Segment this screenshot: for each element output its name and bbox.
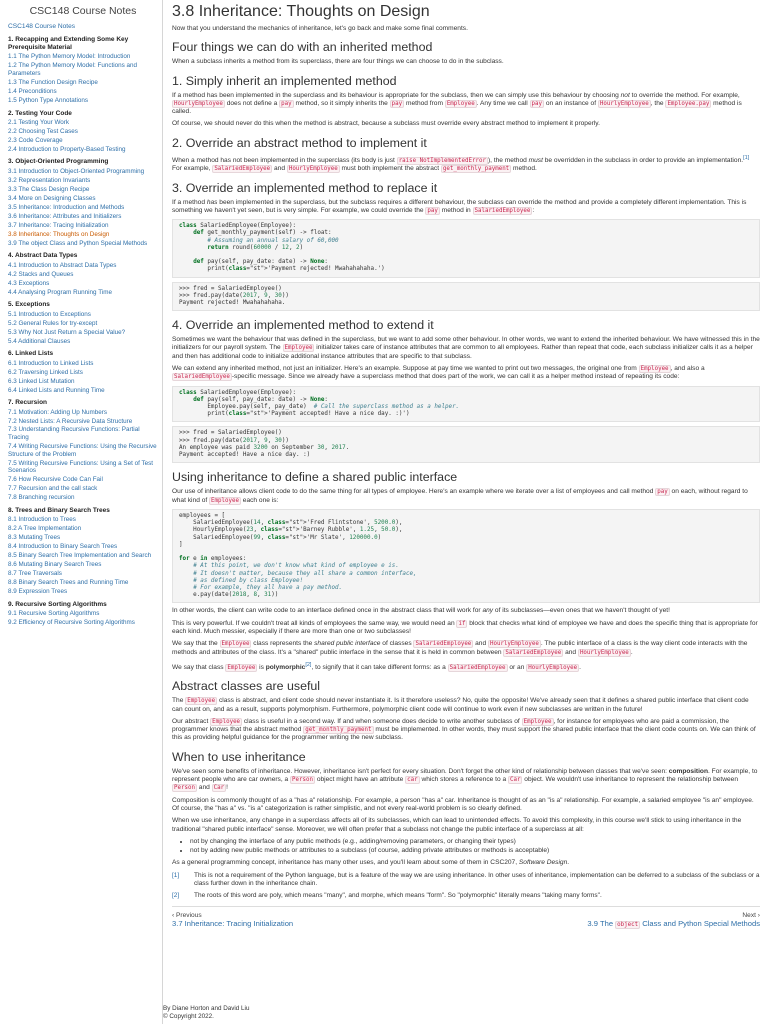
sidebar-item[interactable]: 1.1 The Python Memory Model: Introduction (8, 53, 131, 61)
footnote-ref-2[interactable]: [2] (305, 661, 312, 668)
paragraph-when-4: As a general programming concept, inheritance has many other uses, and you'll learn about some of them in CSC207, Software Design. (172, 859, 570, 867)
sidebar-item[interactable]: 5.2 General Rules for try-except (8, 319, 98, 327)
sidebar-item[interactable]: 6.4 Linked Lists and Running Time (8, 386, 105, 394)
sidebar-item[interactable]: 4.1 Introduction to Abstract Data Types (8, 261, 117, 269)
sidebar-item[interactable]: 3.2 Representation Invariants (8, 176, 91, 184)
sidebar-item[interactable]: 9.2 Efficiency of Recursive Sorting Algorithms (8, 619, 135, 627)
sidebar-item[interactable]: 9.1 Recursive Sorting Algorithms (8, 610, 100, 618)
paragraph-shared-4: We say that the Employee class represents the shared public interface of classes SalariedEmployee and HourlyEmployee . The public interface of a class is the way client code interacts with the methods and attributes of the class. It's a "shared" public interface in the sense that it is held in common between SalariedEmployee and HourlyEmployee . (172, 640, 748, 656)
sidebar-item[interactable]: 3.3 The Class Design Recipe (8, 185, 90, 193)
sidebar-item[interactable]: 6.2 Traversing Linked Lists (8, 368, 83, 376)
sidebar-section-title[interactable]: 3. Object-Oriented Programming (8, 158, 109, 166)
sidebar-section-title[interactable]: 8. Trees and Binary Search Trees (8, 506, 110, 514)
sidebar-item[interactable]: 4.3 Exceptions (8, 279, 50, 287)
paragraph-abstract-2: Our abstract Employee class is useful in a second way. If and when someone does decide to write another subclass of Employee , for instance for employees who are paid a commission, the programmer knows that the abstract method get_monthly_payment must be implemented. In other words, they must support the shared public interface that the client code counts on. We can think of this as providing helpful guidance for the programmer writing the new subclass. (172, 717, 756, 742)
code-block-extend-pay[interactable]: class SalariedEmployee(Employee): def pay(self, pay_date: date) -> None: Employee.pay(self, pay_date) # Call the superclass method as a helper. print(class="st">'Payment accepted! Have a nice day. :)') (172, 386, 760, 423)
sidebar-item[interactable]: 1.3 The Function Design Recipe (8, 78, 98, 86)
paragraph-inherit-note: Of course, we should never do this when the method is abstract, because a subclass must override every abstract method to implement it properly. (172, 120, 600, 128)
chevron-right-icon: › (755, 911, 760, 919)
page-navigation (172, 906, 760, 928)
list-item: • not by adding new public methods or attributes to a subclass (of course, adding private attributes or methods is acceptable) (190, 847, 760, 855)
sidebar (0, 0, 163, 1024)
sidebar-section-title[interactable]: 6. Linked Lists (8, 350, 54, 358)
sidebar-section-title[interactable]: 4. Abstract Data Types (8, 252, 78, 260)
sidebar-item[interactable]: 3.4 More on Designing Classes (8, 194, 96, 202)
code-block-extend-demo[interactable]: >>> fred = SalariedEmployee() >>> fred.pay(date(2017, 9, 30)) An employee was paid 3200 on September 30, 2017. Payment accepted! Have a nice day. :) (172, 426, 760, 463)
sidebar-item[interactable]: 3.1 Introduction to Object-Oriented Programming (8, 167, 145, 175)
heading-override-abstract: 2. Override an abstract method to implement it (172, 135, 427, 150)
page-footer (163, 1005, 249, 1020)
sidebar-item[interactable]: 7.7 Recursion and the call stack (8, 485, 98, 493)
sidebar-item[interactable]: 8.4 Introduction to Binary Search Trees (8, 543, 118, 551)
sidebar-item[interactable]: 7.2 Nested Lists: A Recursive Data Structure (8, 417, 133, 425)
sidebar-item[interactable]: 3.6 Inheritance: Attributes and Initializers (8, 212, 122, 220)
footnote-ref-1[interactable]: [1] (743, 154, 750, 161)
heading-override-replace: 3. Override an implemented method to replace it (172, 180, 438, 195)
sidebar-item[interactable]: 7.8 Branching recursion (8, 494, 75, 502)
sidebar-section-title[interactable]: 7. Recursion (8, 399, 48, 407)
sidebar-item[interactable]: 1.2 The Python Memory Model: Functions and Parameters (8, 62, 138, 77)
sidebar-item[interactable]: 4.4 Analysing Program Running Time (8, 288, 112, 296)
sidebar-sections (8, 36, 158, 627)
sidebar-item[interactable]: 8.3 Mutating Trees (8, 534, 61, 542)
heading-four-things: Four things we can do with an inherited method (172, 40, 433, 55)
paragraph-shared-3: This is very powerful. If we couldn't treat all kinds of employees the same way, we would need an if block that checks what kind of employee we have and does the specific thing that is appropriate for each kind. Much messier, especially if there are more than one or two subclasses! (172, 619, 758, 635)
sidebar-item[interactable]: 2.2 Choosing Test Cases (8, 127, 78, 135)
bullet-list (190, 838, 760, 856)
sidebar-item[interactable]: 1.5 Python Type Annotations (8, 96, 89, 104)
heading-when-inheritance: When to use inheritance (172, 749, 306, 764)
footnote-2 (172, 892, 760, 900)
paragraph-when-2: Composition is commonly thought of as a "has a" relationship. For example, a person "has a" car. Inheritance is thought of as an "is a" relationship. For example, a salaried employee "is an" employee. Of course, the "has a" vs. "is a" categorization is rather simplistic, and not every real-world problem is so clearly defined. (172, 796, 754, 812)
sidebar-item[interactable]: 5.1 Introduction to Exceptions (8, 310, 91, 318)
sidebar-item[interactable]: 7.5 Writing Recursive Functions: Using a Set of Test Scenarios (8, 459, 154, 475)
sidebar-item[interactable]: 2.1 Testing Your Work (8, 118, 70, 126)
heading-abstract-classes: Abstract classes are useful (172, 679, 321, 694)
footnote-1 (172, 872, 760, 888)
chevron-left-icon: ‹ (172, 911, 177, 919)
footnote-label[interactable]: [1] (172, 871, 180, 879)
sidebar-item[interactable]: 5.3 Why Not Just Return a Special Value? (8, 328, 126, 336)
paragraph-override-abstract: When a method has not been implemented in the superclass (its body is just raise NotImplementedError ), the method must be overridden in the subclass in order to provide an implementation.[1] For example, SalariedEmployee and HourlyEmployee must both implement the abstract get_monthly_payment method. (172, 154, 750, 173)
code-block-override-pay[interactable]: class SalariedEmployee(Employee): def get_monthly_payment(self) -> float: # Assuming an annual salary of 60,000 return round(60000 / 12, 2) def pay(self, pay_date: date) -> None: print(class="st">'Payment rejected! Mwahahahaha.') (172, 219, 760, 277)
footnote-label[interactable]: [2] (172, 891, 180, 899)
sidebar-item[interactable]: 6.3 Linked List Mutation (8, 377, 75, 385)
footnote-text: This is not a requirement of the Python language, but is a feature of the way we are using inheritance. In other uses of inheritance, implementation can be deferred to a subclass of the subclass or a class further down in the inheritance chain. (194, 871, 760, 887)
sidebar-item[interactable]: 7.1 Motivation: Adding Up Numbers (8, 408, 108, 416)
main-content (172, 0, 760, 1024)
sidebar-item[interactable]: 7.4 Writing Recursive Functions: Using the Recursive Structure of the Problem (8, 443, 157, 458)
sidebar-item[interactable]: 2.3 Code Coverage (8, 136, 63, 144)
paragraph-shared-2: In other words, the client can write code to an interface defined once in the abstract class that will work for any of its subclasses—even ones that we haven't thought of yet! (172, 607, 670, 615)
heading-shared-interface: Using inheritance to define a shared public interface (172, 470, 458, 485)
list-item: • not by changing the interface of any public methods (e.g., adding/removing parameters, or changing their types) (190, 838, 760, 846)
sidebar-section-title[interactable]: 1. Recapping and Extending Some Key Prerequisite Material (8, 36, 129, 51)
sidebar-item[interactable]: 8.6 Mutating Binary Search Trees (8, 561, 102, 569)
code-block-employees-loop[interactable]: employees = [ SalariedEmployee(14, class="st">'Fred Flintstone', 5200.0), HourlyEmployee(23, class="st">'Barney Rubble', 1.25, 50.0), SalariedEmployee(99, class="st">'Mr Slate', 120000.0) ] for e in employees: # At this point, we don't know what kind of employee e is. # It doesn't matter, because they all share a common interface, # as defined by class Employee! # For example, they all have a pay method. e.pay(date(2018, 8, 31)) (172, 509, 760, 603)
next-page-link[interactable]: Next › 3.9 The object Class and Python Special Methods (587, 911, 760, 928)
paragraph-when-1: We've seen some benefits of inheritance. However, inheritance isn't perfect for every situation. Don't forget the other kind of relationship between classes that we've seen: composition. For example, to represent people who are car owners, a Person object might have an attribute car which stores a reference to a Car object. We wouldn't use inheritance to represent the relationship between Person and Car ! (172, 767, 758, 792)
paragraph-inherit: If a method has been implemented in the superclass and its behaviour is appropriate for the subclass, then we can simply use this behaviour by choosing not to override the method. For example, HourlyEmployee does not define a pay method, so it simply inherits the pay method from Employee . Any time we call pay on an instance of HourlyEmployee , the Employee.pay method is called. (172, 91, 742, 116)
paragraph-override-replace: If a method has been implemented in the superclass, but the subclass requires a different behaviour, the subclass can override the method and provide a completely different implementation. This is something we haven't yet seen, but is very simple. For example, we could override the pay method in SalariedEmployee : (172, 198, 747, 214)
footer-copyright: © Copyright 2022. (163, 1012, 214, 1020)
paragraph-four-things: When a subclass inherits a method from its superclass, there are four things we can choose to do in the subclass. (172, 58, 504, 66)
paragraph-abstract-1: The Employee class is abstract, and client code should never instantiate it. Is it therefore useless? No, quite the opposite! We've already seen that it defines a shared public interface that client code can count on, and as a result, supports polymorphism. Furthermore, polymorphic client code will continue to work even if new subclasses are written in the future! (172, 697, 749, 713)
sidebar-item[interactable]: 3.5 Inheritance: Introduction and Methods (8, 203, 125, 211)
sidebar-section-title[interactable]: 5. Exceptions (8, 301, 50, 309)
heading-inherit: 1. Simply inherit an implemented method (172, 73, 397, 88)
sidebar-item[interactable]: 8.7 Tree Traversals (8, 570, 62, 578)
footer-authors: By Diane Horton and David Liu (163, 1005, 250, 1012)
sidebar-section-title[interactable]: 2. Testing Your Code (8, 109, 72, 117)
paragraph-shared-5: We say that class Employee is polymorphic[2], to signify that it can take different forms: as a SalariedEmployee or an HourlyEmployee . (172, 661, 581, 671)
page-title: 3.8 Inheritance: Thoughts on Design (172, 3, 430, 20)
sidebar-item[interactable]: 8.1 Introduction to Trees (8, 516, 76, 524)
intro-paragraph: Now that you understand the mechanics of inheritance, let's go back and make some final comments. (172, 25, 468, 32)
sidebar-title[interactable]: CSC148 Course Notes (29, 5, 137, 17)
sidebar-item[interactable]: 8.5 Binary Search Tree Implementation and Search (8, 552, 152, 560)
sidebar-item[interactable]: 4.2 Stacks and Queues (8, 270, 74, 278)
paragraph-override-extend: Sometimes we want the behaviour that was defined in the superclass, but we want to add some other behaviour. In other words, we want to extend the inherited behaviour. We have witnessed this in the initializers for our payroll system. The Employee initializer takes care of instance attributes that are common to all employees. Rather than repeat that code, each subclass initializer calls it as a helper and then has additional code to initialize additional instance attributes that are specific to that subclass. (172, 336, 760, 360)
sidebar-item[interactable]: 3.7 Inheritance: Tracing Initialization (8, 221, 109, 229)
sidebar-item[interactable]: 3.8 Inheritance: Thoughts on Design (8, 230, 110, 238)
sidebar-item[interactable]: 6.1 Introduction to Linked Lists (8, 359, 94, 367)
previous-page-link[interactable]: ‹ Previous 3.7 Inheritance: Tracing Initialization (172, 911, 294, 928)
footnote-text: The roots of this word are poly, which means "many", and morphe, which means "form". So "polymorphic" literally means "taking many forms". (194, 891, 602, 899)
sidebar-item[interactable]: 3.9 The object Class and Python Special Methods (8, 239, 148, 247)
paragraph-extend-example: We can extend any inherited method, not just an initializer. Here's an example. Suppose at pay time we wanted to print out two messages, the original one from Employee , and also a SalariedEmployee -specific message. Since we already have a superclass method that does part of the work, we can call it as a helper method instead of repeating its code: (172, 365, 705, 381)
heading-override-extend: 4. Override an implemented method to extend it (172, 318, 434, 333)
sidebar-item[interactable]: 8.8 Binary Search Trees and Running Time (8, 579, 129, 587)
code-block-override-demo[interactable]: >>> fred = SalariedEmployee() >>> fred.pay(date(2017, 9, 30)) Payment rejected! Mwahahahaha. (172, 282, 760, 312)
sidebar-item[interactable]: 8.2 A Tree Implementation (8, 525, 82, 533)
paragraph-shared-1: Our use of inheritance allows client code to do the same thing for all types of employee. Here's an example where we iterate over a list of employees and call method pay on each, without regard to what kind of Employee each one is: (172, 488, 748, 504)
sidebar-item[interactable]: 8.9 Expression Trees (8, 588, 68, 596)
sidebar-home-link[interactable]: CSC148 Course Notes (8, 23, 76, 30)
sidebar-item[interactable]: 2.4 Introduction to Property-Based Testing (8, 145, 126, 153)
sidebar-item[interactable]: 7.6 How Recursive Code Can Fail (8, 476, 103, 484)
sidebar-item[interactable]: 7.3 Understanding Recursive Functions: Partial Tracing (8, 426, 140, 442)
sidebar-item[interactable]: 5.4 Additional Clauses (8, 337, 71, 345)
paragraph-when-3: When we use inheritance, any change in a superclass affects all of its subclasses, which can lead to unintended effects. To avoid this complexity, in this course we'll stick to using inheritance in the traditional "shared public interface" sense. Moreover, we will often prefer that a subclass not change the public interface of a superclass at all: (172, 817, 742, 833)
sidebar-item[interactable]: 1.4 Preconditions (8, 87, 57, 95)
sidebar-section-title[interactable]: 9. Recursive Sorting Algorithms (8, 600, 107, 608)
